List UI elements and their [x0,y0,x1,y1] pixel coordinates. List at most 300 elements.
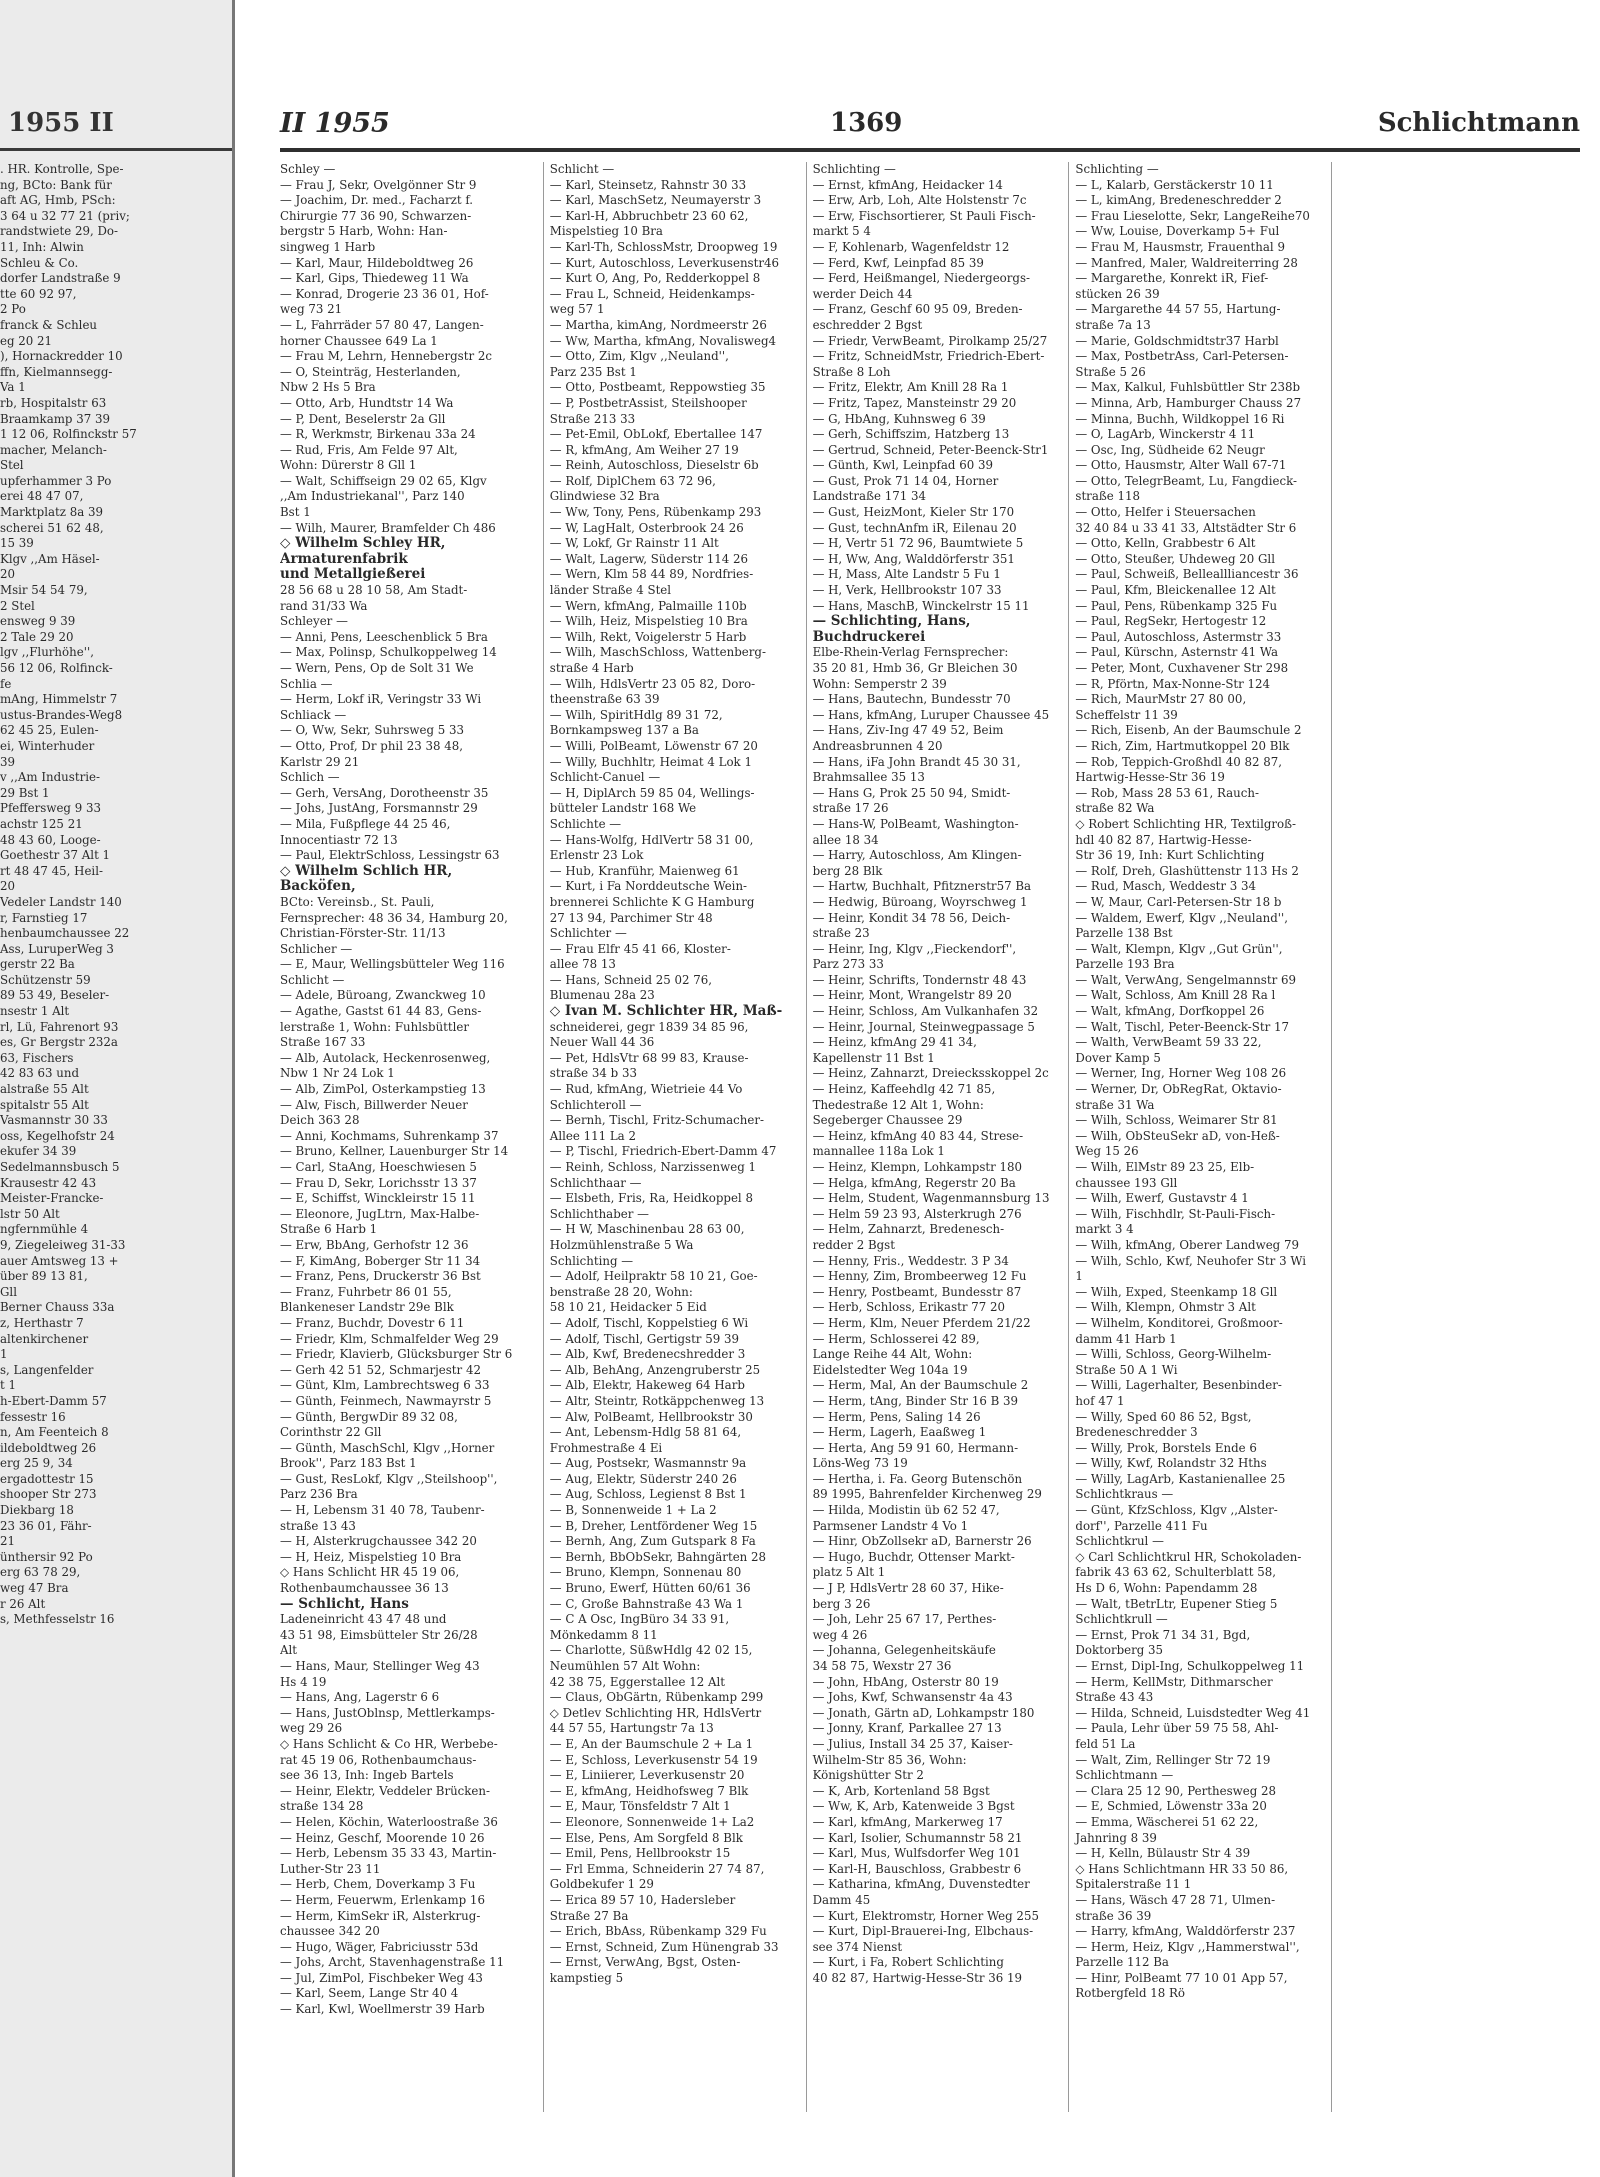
directory-entry: 42 38 75, Eggerstallee 12 Alt [549,1674,726,1689]
directory-entry: — Rich, Eisenb, An der Baumschule 2 [1075,723,1302,738]
previous-page-line: ffn, Kielmannsegg- [0,364,113,379]
previous-page-line: spitalstr 55 Alt [0,1097,89,1112]
previous-page-line: s, Methfesselstr 16 [0,1612,115,1627]
previous-page-line: upferhammer 3 Po [0,473,112,488]
directory-entry: allee 78 13 [549,957,616,972]
directory-entry: — Reinh, Autoschloss, Dieselstr 6b [549,458,759,473]
directory-entry: Schliack — [280,707,347,722]
directory-entry: — Anni, Pens, Leeschenblick 5 Bra [280,629,488,644]
directory-entry: Straße 27 Ba [549,1908,629,1923]
header-rule [280,148,1580,152]
directory-entry: — Walt, Klempn, Klgv ,,Gut Grün'', [1075,941,1283,956]
previous-page-line: dorfer Landstraße 9 [0,271,121,286]
previous-page-line: lgv ,,Flurhöhe'', [0,645,94,660]
directory-entry: ◇ Hans Schlicht HR 45 19 06, [280,1565,460,1580]
directory-entry: — Henny, Zim, Brombeerweg 12 Fu [812,1269,1027,1284]
directory-entry: weg 57 1 [549,302,605,317]
directory-entry: — Karl, Steinsetz, Rahnstr 30 33 [549,177,747,192]
directory-entry: — K, Arb, Kortenland 58 Bgst [812,1783,990,1798]
directory-entry: — Adolf, Heilpraktr 58 10 21, Goe- [549,1269,758,1284]
directory-entry: — Alb, BehAng, Anzengruberstr 25 [549,1362,761,1377]
directory-entry: — E, Maur, Tönsfeldstr 7 Alt 1 [549,1799,731,1814]
directory-entry: Fernsprecher: 48 36 34, Hamburg 20, [280,910,508,925]
directory-entry: — H, Alsterkrugchaussee 342 20 [280,1534,477,1549]
directory-entry: berg 3 26 [812,1596,871,1611]
directory-entry: — Karl, Kwl, Woellmerstr 39 Harb [280,2002,485,2017]
directory-entry: — Walt, Lagerw, Süderstr 114 26 [549,551,749,566]
directory-entry: ◇ Hans Schlichtmann HR 33 50 86, [1075,1861,1289,1876]
directory-entry: — H, Vertr 51 72 96, Baumtwiete 5 [812,536,1024,551]
directory-entry: — Willi, Lagerhalter, Besenbinder- [1075,1378,1282,1393]
directory-entry: see 36 13, Inh: Ingeb Bartels [280,1768,454,1783]
directory-entry: — Heinr, Elektr, Veddeler Brücken- [280,1783,490,1798]
directory-entry: — Franz, Buchdr, Dovestr 6 11 [280,1315,465,1330]
directory-entry: — Joachim, Dr. med., Facharzt f. [280,193,474,208]
directory-entry: — Paul, RegSekr, Hertogestr 12 [1075,614,1267,629]
directory-entry: — Julius, Install 34 25 37, Kaiser- [812,1736,1013,1751]
previous-page-line: 89 53 49, Beseler- [0,988,110,1003]
directory-entry: — Joh, Lehr 25 67 17, Perthes- [812,1612,997,1627]
directory-entry: horner Chaussee 649 La 1 [280,333,438,348]
directory-entry: Str 36 19, Inh: Kurt Schlichting [1075,848,1265,863]
directory-entry: — Wilhelm, Konditorei, Großmoor- [1075,1315,1283,1330]
directory-entry: — Wilh, MaschSchloss, Wattenberg- [549,645,766,660]
directory-entry: — Wilh, Schloss, Weimarer Str 81 [1075,1113,1278,1128]
directory-entry: — Herm, Klm, Neuer Pferdem 21/22 [812,1315,1031,1330]
directory-entry: — Herm, KellMstr, Dithmarscher [1075,1674,1273,1689]
previous-page-line: ünthersir 92 Po [0,1549,93,1564]
previous-page-line: Klgv ,,Am Häsel- [0,551,100,566]
directory-entry: — Herm, Lagerh, Eaaßweg 1 [812,1425,987,1440]
directory-entry: Schlichtkraus — [1075,1487,1174,1502]
directory-entry: Brook'', Parz 183 Bst 1 [280,1456,417,1471]
previous-page-line: 23 36 01, Fähr- [0,1518,92,1533]
directory-entry: Neumühlen 57 Alt Wohn: [549,1659,701,1673]
directory-entry: — Paul, Schweiß, Belleallliancestr 36 [1075,567,1299,582]
directory-entry: — W, Maur, Carl-Petersen-Str 18 b [1075,894,1282,909]
directory-entry: — Franz, Fuhrbetr 86 01 55, [280,1284,452,1299]
directory-entry: Löns-Weg 73 19 [812,1456,908,1471]
directory-entry: Segeberger Chaussee 29 [812,1113,963,1128]
directory-entry: — Bernh, Tischl, Fritz-Schumacher- [549,1113,764,1128]
directory-entry: — Rolf, Dreh, Glashüttenstr 113 Hs 2 [1075,863,1299,878]
directory-entry: ,,Am Industriekanal'', Parz 140 [280,489,465,504]
directory-entry: — P, Tischl, Friedrich-Ebert-Damm 47 [549,1144,777,1159]
directory-entry: straße 23 [812,926,870,941]
directory-entry: — Erw, BbAng, Gerhofstr 12 36 [280,1237,469,1252]
directory-entry: Straße 213 33 [549,411,636,426]
directory-entry: — Otto, Arb, Hundtstr 14 Wa [280,395,454,410]
previous-page-line: h-Ebert-Damm 57 [0,1393,107,1408]
directory-entry: Schlichting — [1075,162,1159,176]
directory-column-1 [280,162,529,2112]
directory-entry: — Bruno, Kellner, Lauenburger Str 14 [280,1144,509,1159]
directory-entry: — Frau L, Schneid, Heidenkamps- [549,286,755,301]
directory-entry: — Rud, Fris, Am Felde 97 Alt, [280,442,458,457]
directory-entry: — Kurt, Autoschloss, Leverkusenstr46 [549,255,780,270]
directory-entry: — Herm, Heiz, Klgv ,,Hammerstwal'', [1075,1939,1300,1954]
previous-page-line: altenkirchener [0,1331,89,1346]
directory-entry: ◇ Robert Schlichting HR, Textilgroß- [1075,816,1297,831]
directory-entry: — Alb, Elektr, Hakeweg 64 Harb [549,1378,745,1393]
directory-entry: Bst 1 [280,505,311,520]
directory-entry: — Herm, Mal, An der Baumschule 2 [812,1378,1029,1393]
previous-page-line: es, Gr Bergstr 232a [0,1035,118,1050]
directory-entry: — Ww, Martha, kfmAng, Novalisweg4 [549,333,777,348]
directory-entry: — Herm, Schlosserei 42 89, [812,1331,980,1346]
directory-entry: 44 57 55, Hartungstr 7a 13 [549,1721,714,1736]
directory-entry: — W, LagHalt, Osterbrook 24 26 [549,520,744,535]
directory-entry: — Hugo, Wäger, Fabriciusstr 53d [280,1939,479,1954]
directory-entry: — Ernst, kfmAng, Heidacker 14 [812,177,1003,192]
directory-column-3 [806,162,1055,2112]
directory-entry: — Gust, technAnfm iR, Eilenau 20 [812,520,1017,535]
directory-entry: — J P, HdlsVertr 28 60 37, Hike- [812,1581,1004,1596]
directory-entry: Blankeneser Landstr 29e Blk [280,1300,454,1315]
previous-page-line: eg 20 21 [0,333,53,348]
directory-entry: Doktorberg 35 [1075,1643,1164,1658]
previous-page-line: 39 [0,754,16,769]
directory-entry: Luther-Str 23 11 [280,1861,381,1876]
directory-entry: 89 1995, Bahrenfelder Kirchenweg 29 [812,1487,1042,1502]
directory-entry: — Katharina, kfmAng, Duvenstedter [812,1877,1030,1892]
directory-entry: — Franz, Geschf 60 95 09, Breden- [812,302,1023,317]
directory-entry: BCto: Vereinsb., St. Pauli, [280,894,435,909]
directory-entry: — Helm, Zahnarzt, Bredenesch- [812,1222,1005,1237]
directory-entry: straße 17 26 [812,801,889,816]
directory-entry: — O, Ww, Sekr, Suhrsweg 5 33 [280,723,465,738]
directory-entry: — Adele, Büroang, Zwanckweg 10 [280,988,486,1003]
directory-entry: — Willy, Prok, Borstels Ende 6 [1075,1440,1257,1455]
directory-entry: — Hedwig, Büroang, Woyrschweg 1 [812,894,1028,909]
directory-entry: — Bernh, Ang, Zum Gutspark 8 Fa [549,1534,756,1549]
directory-entry: rand 31/33 Wa [280,598,368,613]
directory-entry: — C, Große Bahnstraße 43 Wa 1 [549,1596,744,1611]
directory-entry: chaussee 193 Gll [1075,1175,1178,1190]
directory-entry: — Wilh, kfmAng, Oberer Landweg 79 [1075,1237,1299,1252]
directory-entry: — Kurt, Elektromstr, Horner Weg 255 [812,1908,1039,1923]
directory-entry: — Johs, JustAng, Forsmannstr 29 [280,801,478,816]
directory-column-2 [543,162,792,2112]
directory-entry: Frohmestraße 4 Ei [549,1440,663,1455]
directory-entry: 58 10 21, Heidacker 5 Eid [549,1300,707,1315]
directory-entry: Weg 15 26 [1075,1144,1139,1159]
directory-entry: brennerei Schlichte K G Hamburg [549,894,755,909]
directory-entry: — Martha, kimAng, Nordmeerstr 26 [549,317,767,332]
previous-page-line: henbaumchaussee 22 [0,926,130,941]
directory-entry: — R, kfmAng, Am Weiher 27 19 [549,442,739,457]
directory-entry: — C A Osc, IngBüro 34 33 91, [549,1612,730,1627]
directory-entry: — Willy, Kwf, Rolandstr 32 Hths [1075,1456,1267,1471]
previous-page-line: gerstr 22 Ba [0,957,75,972]
directory-columns [280,162,1580,2112]
directory-entry: — E, Maur, Wellingsbütteler Weg 116 [280,957,505,972]
directory-entry: 34 58 75, Wexstr 27 36 [812,1659,952,1673]
previous-page-line: Krausestr 42 43 [0,1175,97,1190]
previous-page-line: Vasmannstr 30 33 [0,1113,108,1128]
directory-entry: straße 82 Wa [1075,801,1155,816]
page-header-left: II 1955 [280,108,390,139]
directory-entry: — B, Dreher, Lentfördener Weg 15 [549,1518,758,1533]
directory-entry: — Claus, ObGärtn, Rübenkamp 299 [549,1690,764,1705]
previous-page-line: Schleu & Co. [0,255,79,270]
directory-entry: — Clara 25 12 90, Perthesweg 28 [1075,1783,1277,1798]
directory-entry: — Aug, Postsekr, Wasmannstr 9a [549,1456,747,1471]
directory-entry: — Adolf, Tischl, Koppelstieg 6 Wi [549,1315,749,1330]
previous-page-header: 1955 II [8,108,114,138]
directory-entry: bütteler Landstr 168 We [549,801,697,816]
directory-entry: — Paul, Pens, Rübenkamp 325 Fu [1075,598,1278,613]
directory-entry: Parz 236 Bra [280,1487,358,1502]
directory-entry: straße 31 Wa [1075,1097,1155,1112]
previous-page-line: 21 [0,1534,16,1549]
directory-entry: Schlicht — [549,162,615,176]
directory-entry: Schlichting — [549,1253,634,1268]
directory-entry: straße 7a 13 [1075,317,1151,332]
directory-entry: — Wilh, Ewerf, Gustavstr 4 1 [1075,1191,1249,1206]
directory-entry: — Werner, Ing, Horner Weg 108 26 [1075,1066,1287,1081]
directory-entry: — Günt, KfzSchloss, Klgv ,,Alster- [1075,1503,1278,1518]
previous-page-line: Marktplatz 8a 39 [0,505,104,520]
directory-entry: — Reinh, Schloss, Narzissenweg 1 [549,1160,757,1174]
directory-entry: — Mila, Fußpflege 44 25 46, [280,816,451,831]
directory-entry: — Heinr, Kondit 34 78 56, Deich- [812,910,1011,925]
directory-entry: — Henry, Postbeamt, Bundesstr 87 [812,1284,1022,1299]
directory-entry: — Elsbeth, Fris, Ra, Heidkoppel 8 [549,1191,753,1206]
directory-entry: ◇ Wilhelm Schley HR, [280,535,446,552]
directory-entry: Schlich — [280,770,340,785]
directory-entry: — Günth, MaschSchl, Klgv ,,Horner [280,1440,495,1455]
directory-entry: — Herm, Feuerwm, Erlenkamp 16 [280,1892,485,1907]
directory-entry: straße 13 43 [280,1518,356,1533]
previous-page-line: r 26 Alt [0,1596,46,1611]
directory-entry: — Friedr, Klavierb, Glücksburger Str 6 [280,1347,513,1362]
directory-entry: Straße 8 Loh [812,364,891,379]
directory-entry: Innocentiastr 72 13 [280,832,398,847]
directory-entry: 27 13 94, Parchimer Str 48 [549,910,713,925]
directory-entry: — Aug, Schloss, Legienst 8 Bst 1 [549,1487,747,1502]
directory-entry: Nbw 1 Nr 24 Lok 1 [280,1066,395,1081]
directory-entry: — H, Heiz, Mispelstieg 10 Bra [280,1549,462,1564]
directory-entry: — Frl Emma, Schneiderin 27 74 87, [549,1861,765,1876]
directory-entry: — Schlicht, Hans [280,1595,409,1612]
directory-entry: — Rob, Mass 28 53 61, Rauch- [1075,785,1259,800]
directory-entry: — Fritz, Elektr, Am Knill 28 Ra 1 [812,380,1009,395]
directory-entry: — Herm, KimSekr iR, Alsterkrug- [280,1908,481,1923]
directory-entry: Andreasbrunnen 4 20 [812,738,943,753]
previous-page-line: Va 1 [0,380,26,395]
directory-entry: — Marie, Goldschmidtstr37 Harbl [1075,333,1279,348]
directory-entry: — Emma, Wäscherei 51 62 22, [1075,1814,1259,1829]
directory-entry: — Hans G, Prok 25 50 94, Smidt- [812,785,1011,800]
previous-page-line: über 89 13 81, [0,1269,88,1284]
directory-entry: Deich 363 28 [280,1113,360,1128]
directory-entry: kampstieg 5 [549,1970,624,1985]
directory-entry: Parz 235 Bst 1 [549,364,637,379]
directory-entry: Landstraße 171 34 [812,489,926,504]
previous-page-line: Goethestr 37 Alt 1 [0,848,111,863]
directory-entry: — F, Kohlenarb, Wagenfeldstr 12 [812,239,1010,254]
directory-entry: — Hans, MaschB, Winckelrstr 15 11 [812,598,1030,613]
directory-entry: — Alb, Autolack, Heckenrosenweg, [280,1050,491,1065]
directory-entry: — Heinz, Geschf, Moorende 10 26 [280,1830,485,1845]
directory-entry: straße 4 Harb [549,661,634,675]
directory-entry: — H W, Maschinenbau 28 63 00, [549,1222,745,1237]
directory-entry: — Heinz, kfmAng 40 83 44, Strese- [812,1128,1024,1143]
directory-entry: — Hilda, Modistin üb 62 52 47, [812,1503,1000,1518]
previous-page-line: s, Langenfelder [0,1362,94,1377]
directory-entry: Jahnring 8 39 [1075,1830,1157,1845]
directory-entry: 28 56 68 u 28 10 58, Am Stadt- [280,583,468,598]
directory-entry: — Rud, kfmAng, Wietrieie 44 Vo [549,1082,743,1097]
directory-entry: stücken 26 39 [1075,286,1160,301]
directory-entry: — Walt, Schiffseign 29 02 65, Klgv [280,473,487,488]
directory-entry: — Hans-Wolfg, HdlVertr 58 31 00, [549,832,754,847]
directory-entry: — Wilh, Rekt, Voigelerstr 5 Harb [549,629,747,644]
directory-entry: — Konrad, Drogerie 23 36 01, Hof- [280,286,489,301]
directory-entry: ◇ Detlev Schlichting HR, HdlsVertr [549,1705,762,1720]
directory-entry: Goldbekufer 1 29 [549,1877,654,1892]
previous-page-line: lstr 50 Alt [0,1206,60,1221]
directory-entry: — Frau J, Sekr, Ovelgönner Str 9 [280,177,477,192]
directory-entry: Nbw 2 Hs 5 Bra [280,380,376,395]
directory-entry: Parzelle 193 Bra [1075,957,1175,972]
directory-entry: Schley — [280,162,336,176]
directory-entry: — Frau Elfr 45 41 66, Kloster- [549,941,731,956]
directory-entry: — Hans, Wäsch 47 28 71, Ulmen- [1075,1892,1276,1907]
directory-entry: — Herb, Schloss, Erikastr 77 20 [812,1300,1006,1315]
previous-page-line: 3 64 u 32 77 21 (priv; [0,208,130,223]
previous-page-line: Diekbarg 18 [0,1503,74,1518]
directory-entry: — Gust, ResLokf, Klgv ,,Steilshoop'', [280,1471,498,1486]
directory-entry: — Wilh, Klempn, Ohmstr 3 Alt [1075,1300,1256,1315]
directory-entry: weg 4 26 [812,1627,868,1642]
directory-entry: — Carl, StaAng, Hoeschwiesen 5 [280,1160,477,1174]
previous-page-line: mAng, Himmelstr 7 [0,692,118,707]
directory-entry: — Fritz, Tapez, Mansteinstr 29 20 [812,395,1017,410]
directory-entry: Dover Kamp 5 [1075,1050,1161,1065]
directory-entry: — Rolf, DiplChem 63 72 96, [549,473,716,488]
directory-entry: — Wilh, HdlsVertr 23 05 82, Doro- [549,676,756,691]
directory-entry: Lange Reihe 44 Alt, Wohn: [812,1347,973,1362]
directory-entry: — Erw, Fischsortierer, St Pauli Fisch- [812,208,1036,223]
directory-entry: — Eleonore, JugLtrn, Max-Halbe- [280,1206,480,1221]
previous-page-line: erei 48 47 07, [0,489,84,504]
directory-entry: — Willy, Buchhltr, Heimat 4 Lok 1 [549,754,752,769]
directory-entry: — Otto, Kelln, Grabbestr 6 Alt [1075,536,1256,551]
previous-page-line: 2 Tale 29 20 [0,629,74,644]
directory-column-5 [1331,162,1580,2112]
directory-entry: — Rud, Masch, Weddestr 3 34 [1075,879,1257,894]
directory-entry: see 374 Nienst [812,1939,903,1954]
directory-entry: Corinthstr 22 Gll [280,1425,382,1440]
directory-entry: — Margarethe 44 57 55, Hartung- [1075,302,1281,317]
previous-page-line: r, Farnstieg 17 [0,910,88,925]
directory-entry: Glindwiese 32 Bra [549,489,660,504]
directory-entry: berg 28 Blk [812,863,883,878]
previous-page-line: Meister-Francke- [0,1191,104,1206]
directory-entry: — Herm, Lokf iR, Veringstr 33 Wi [280,692,482,707]
directory-entry: — L, Kalarb, Gerstäckerstr 10 11 [1075,177,1274,192]
directory-entry: — Henny, Fris., Weddestr. 3 P 34 [812,1253,1009,1268]
directory-entry: — Frau D, Sekr, Lorichsstr 13 37 [280,1175,477,1190]
directory-entry: Mönkedamm 8 11 [549,1627,658,1642]
directory-entry: — R, Pförtn, Max-Nonne-Str 124 [1075,676,1271,691]
directory-entry: — Ernst, Schneid, Zum Hünengrab 33 [549,1939,779,1954]
directory-entry: markt 5 4 [812,224,871,239]
directory-entry: — Karl-Th, SchlossMstr, Droopweg 19 [549,239,778,254]
directory-entry: — H, Mass, Alte Landstr 5 Fu 1 [812,567,1001,582]
directory-entry: singweg 1 Harb [280,239,376,254]
directory-entry: 35 20 81, Hmb 36, Gr Bleichen 30 [812,661,1018,675]
directory-entry: — Hub, Kranführ, Maienweg 61 [549,863,740,878]
directory-entry: Schleyer — [280,614,348,629]
directory-entry: — Walt, Schloss, Am Knill 28 Ra l [1075,988,1276,1003]
directory-entry: — Max, Polinsp, Schulkoppelweg 14 [280,645,497,660]
previous-page-line: Ass, LuruperWeg 3 [0,941,114,956]
directory-entry: schneiderei, gegr 1839 34 85 96, [549,1019,749,1034]
previous-page-line: ei, Winterhuder [0,738,95,753]
previous-page-line: fe [0,676,12,691]
previous-page-line: 15 39 [0,536,34,551]
previous-page-line: alstraße 55 Alt [0,1082,89,1097]
previous-page-line: rb, Hospitalstr 63 [0,395,107,410]
directory-entry: hof 47 1 [1075,1393,1125,1408]
directory-entry: — Ernst, Dipl-Ing, Schulkoppelweg 11 [1075,1659,1305,1673]
directory-entry: — Erw, Arb, Loh, Alte Holstenstr 7c [812,193,1027,208]
directory-entry: bergstr 5 Harb, Wohn: Han- [280,224,448,239]
directory-entry: Elbe-Rhein-Verlag Fernsprecher: [812,645,1009,660]
previous-page-line: tte 60 92 97, [0,286,77,301]
directory-entry: — Altr, Steintr, Rotkäppchenweg 13 [549,1393,765,1408]
directory-entry: straße 134 28 [280,1799,364,1814]
directory-entry: — Gertrud, Schneid, Peter-Beenck-Str1 [812,442,1049,457]
directory-entry: — Johanna, Gelegenheitskäufe [812,1643,996,1658]
directory-entry: hdl 40 82 87, Hartwig-Hesse- [1075,832,1252,847]
directory-entry: Schlichthaar — [549,1175,642,1190]
directory-entry: — Hilda, Schneid, Luisdstedter Weg 41 [1075,1705,1311,1720]
directory-entry: — Agathe, Gastst 61 44 83, Gens- [280,1004,482,1019]
directory-entry: mannallee 118a Lok 1 [812,1144,945,1159]
directory-entry: — Walt, Tischl, Peter-Beenck-Str 17 [1075,1019,1289,1034]
previous-page-line: 11, Inh: Alwin [0,239,84,254]
directory-entry: — Pet, HdlsVtr 68 99 83, Krause- [549,1050,749,1065]
previous-page-line: 1 [0,1347,8,1362]
directory-entry: — E, Schmied, Löwenstr 33a 20 [1075,1799,1267,1814]
directory-entry: — Gerh, VersAng, Dorotheenstr 35 [280,785,489,800]
directory-entry: Wilhelm-Str 85 36, Wohn: [812,1752,967,1767]
directory-entry: — Heinr, Schloss, Am Vulkanhafen 32 [812,1004,1039,1019]
directory-entry: — Heinz, Kaffeehdlg 42 71 85, [812,1082,996,1097]
directory-entry: — Otto, Postbeamt, Reppowstieg 35 [549,380,766,395]
directory-entry: — Helm, Student, Wagenmannsburg 13 [812,1191,1050,1206]
directory-entry: Christian-Förster-Str. 11/13 [280,926,446,941]
directory-entry: und Metallgießerei [280,566,426,583]
directory-entry: — Willi, PolBeamt, Löwenstr 67 20 [549,738,758,753]
directory-entry: — Kurt, i Fa Norddeutsche Wein- [549,879,748,894]
directory-entry: — Wilh, ElMstr 89 23 25, Elb- [1075,1160,1255,1174]
directory-entry: Straße 167 33 [280,1035,366,1050]
directory-entry: — Hinr, PolBeamt 77 10 01 App 57, [1075,1970,1288,1985]
directory-entry: ◇ Carl Schlichtkrul HR, Schokoladen- [1075,1549,1302,1564]
directory-entry: benstraße 28 20, Wohn: [549,1284,693,1299]
directory-entry: — L, kimAng, Bredeneschredder 2 [1075,193,1282,208]
previous-page-line: 2 Po [0,302,26,317]
previous-page-line: fessestr 16 [0,1409,66,1424]
directory-entry: — Frau Lieselotte, Sekr, LangeReihe70 [1075,208,1310,223]
previous-page-line: Msir 54 54 79, [0,583,88,598]
directory-entry: — Minna, Arb, Hamburger Chauss 27 [1075,395,1302,410]
